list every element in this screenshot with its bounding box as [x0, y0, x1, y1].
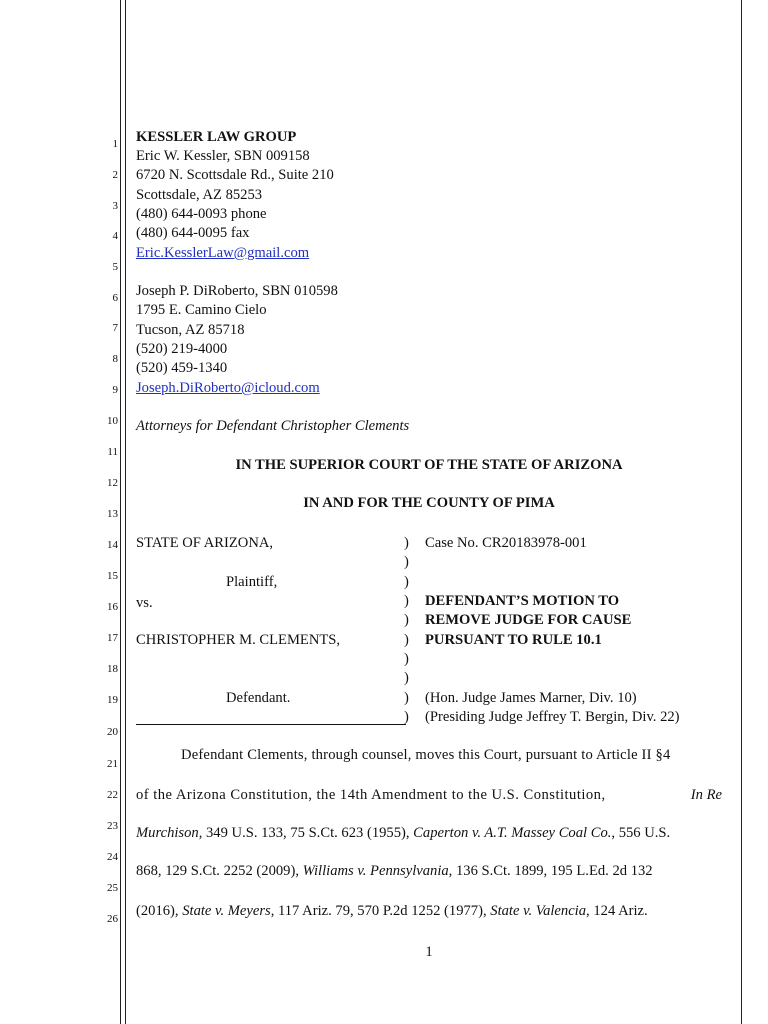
- line-number: 12: [107, 477, 118, 489]
- body-text: (2016),: [136, 903, 183, 919]
- line-number: 9: [112, 384, 118, 396]
- line-number: 3: [112, 200, 118, 212]
- line-number: 7: [112, 322, 118, 334]
- line-number: 23: [107, 820, 118, 832]
- caption-paren: ): [404, 690, 409, 706]
- attorney1-name: Eric W. Kessler, SBN 009158: [136, 148, 310, 164]
- line-number: 26: [107, 913, 118, 925]
- attorney1-phone: (480) 644-0093 phone: [136, 206, 267, 222]
- line-number: 15: [107, 570, 118, 582]
- caption-paren: ): [404, 612, 409, 628]
- line-number: 11: [107, 446, 118, 458]
- court-name: IN THE SUPERIOR COURT OF THE STATE OF ARIZONA: [235, 457, 623, 473]
- line-number: 10: [107, 415, 118, 427]
- caption-underline: [136, 724, 406, 725]
- attorney2-address-line2: Tucson, AZ 85718: [136, 322, 245, 338]
- attorney2-name: Joseph P. DiRoberto, SBN 010598: [136, 283, 338, 299]
- caption-paren: ): [404, 574, 409, 590]
- line-number-column: [0, 0, 122, 1024]
- body-line-4: [136, 862, 722, 880]
- caption-paren: ): [404, 670, 409, 686]
- attorney2-phone2: (520) 459-1340: [136, 360, 228, 376]
- line-number: 13: [107, 508, 118, 520]
- caption-paren: ): [404, 593, 409, 609]
- line-number: 24: [107, 851, 118, 863]
- caption-defendant-label: Defendant.: [226, 690, 291, 706]
- body-text: , 117 Ariz. 79, 570 P.2d 1252 (1977),: [270, 903, 491, 919]
- line-number: 4: [112, 230, 118, 242]
- line-number: 14: [107, 539, 118, 551]
- body-text: , 349 U.S. 133, 75 S.Ct. 623 (1955),: [198, 825, 414, 841]
- line-number: 20: [107, 726, 118, 738]
- caption-defendant-party: CHRISTOPHER M. CLEMENTS,: [136, 632, 341, 648]
- attorneys-for-line: Attorneys for Defendant Christopher Clements: [136, 418, 410, 434]
- body-line-2: [136, 786, 722, 804]
- line-number: 2: [112, 169, 118, 181]
- attorney1-email-link[interactable]: Eric.KesslerLaw@gmail.com: [136, 245, 310, 261]
- attorney2-address-line1: 1795 E. Camino Cielo: [136, 302, 267, 318]
- right-margin-rule: [741, 0, 742, 1024]
- assigned-judge: (Hon. Judge James Marner, Div. 10): [425, 690, 637, 706]
- body-line-3: [136, 824, 722, 842]
- case-citation: State v. Valencia: [490, 903, 587, 919]
- body-text: , 136 S.Ct. 1899, 195 L.Ed. 2d 132: [448, 863, 653, 879]
- motion-title-line1: DEFENDANT’S MOTION TO: [425, 593, 620, 609]
- body-text: 868, 129 S.Ct. 2252 (2009),: [136, 863, 303, 879]
- case-citation: In Re: [690, 787, 722, 803]
- page-number: 1: [425, 944, 433, 960]
- body-text: of the Arizona Constitution, the 14th Amendment to the U.S. Constitution,: [136, 787, 610, 803]
- attorney2-phone1: (520) 219-4000: [136, 341, 228, 357]
- caption-paren: ): [404, 651, 409, 667]
- left-margin-rule-inner: [125, 0, 126, 1024]
- line-number: 16: [107, 601, 118, 613]
- presiding-judge: (Presiding Judge Jeffrey T. Bergin, Div. 22): [425, 709, 680, 725]
- attorney1-address-line1: 6720 N. Scottsdale Rd., Suite 210: [136, 167, 334, 183]
- line-number: 1: [112, 138, 118, 150]
- body-line-1: [136, 746, 722, 764]
- case-citation: Williams v. Pennsylvania: [302, 863, 449, 879]
- line-number: 19: [107, 694, 118, 706]
- case-number: Case No. CR20183978-001: [425, 535, 587, 551]
- caption-paren: ): [404, 535, 409, 551]
- line-number: 22: [107, 789, 118, 801]
- caption-paren: ): [404, 554, 409, 570]
- case-citation: Murchison: [136, 825, 199, 841]
- line-number: 17: [107, 632, 118, 644]
- caption-plaintiff-party: STATE OF ARIZONA,: [136, 535, 274, 551]
- case-citation: State v. Meyers: [182, 903, 271, 919]
- line-number: 8: [112, 353, 118, 365]
- firm-name: KESSLER LAW GROUP: [136, 129, 297, 145]
- caption-paren: ): [404, 709, 409, 725]
- caption-vs: vs.: [136, 595, 153, 611]
- attorney2-email-link[interactable]: Joseph.DiRoberto@icloud.com: [136, 380, 320, 396]
- attorney1-address-line2: Scottsdale, AZ 85253: [136, 187, 263, 203]
- line-number: 5: [112, 261, 118, 273]
- line-number: 21: [107, 758, 118, 770]
- body-text: Defendant Clements, through counsel, moves this Court, pursuant to Article II §4: [181, 747, 671, 763]
- caption-plaintiff-label: Plaintiff,: [226, 574, 278, 590]
- case-citation: Caperton v. A.T. Massey Coal Co.: [413, 825, 612, 841]
- caption-paren: ): [404, 632, 409, 648]
- line-number: 6: [112, 292, 118, 304]
- body-text: , 124 Ariz.: [586, 903, 648, 919]
- body-text: , 556 U.S.: [611, 825, 671, 841]
- attorney1-fax: (480) 644-0095 fax: [136, 225, 250, 241]
- motion-title-line2: REMOVE JUDGE FOR CAUSE: [425, 612, 632, 628]
- line-number: 18: [107, 663, 118, 675]
- line-number: 25: [107, 882, 118, 894]
- court-county: IN AND FOR THE COUNTY OF PIMA: [303, 495, 555, 511]
- motion-title-line3: PURSUANT TO RULE 10.1: [425, 632, 602, 648]
- body-line-5: [136, 902, 722, 920]
